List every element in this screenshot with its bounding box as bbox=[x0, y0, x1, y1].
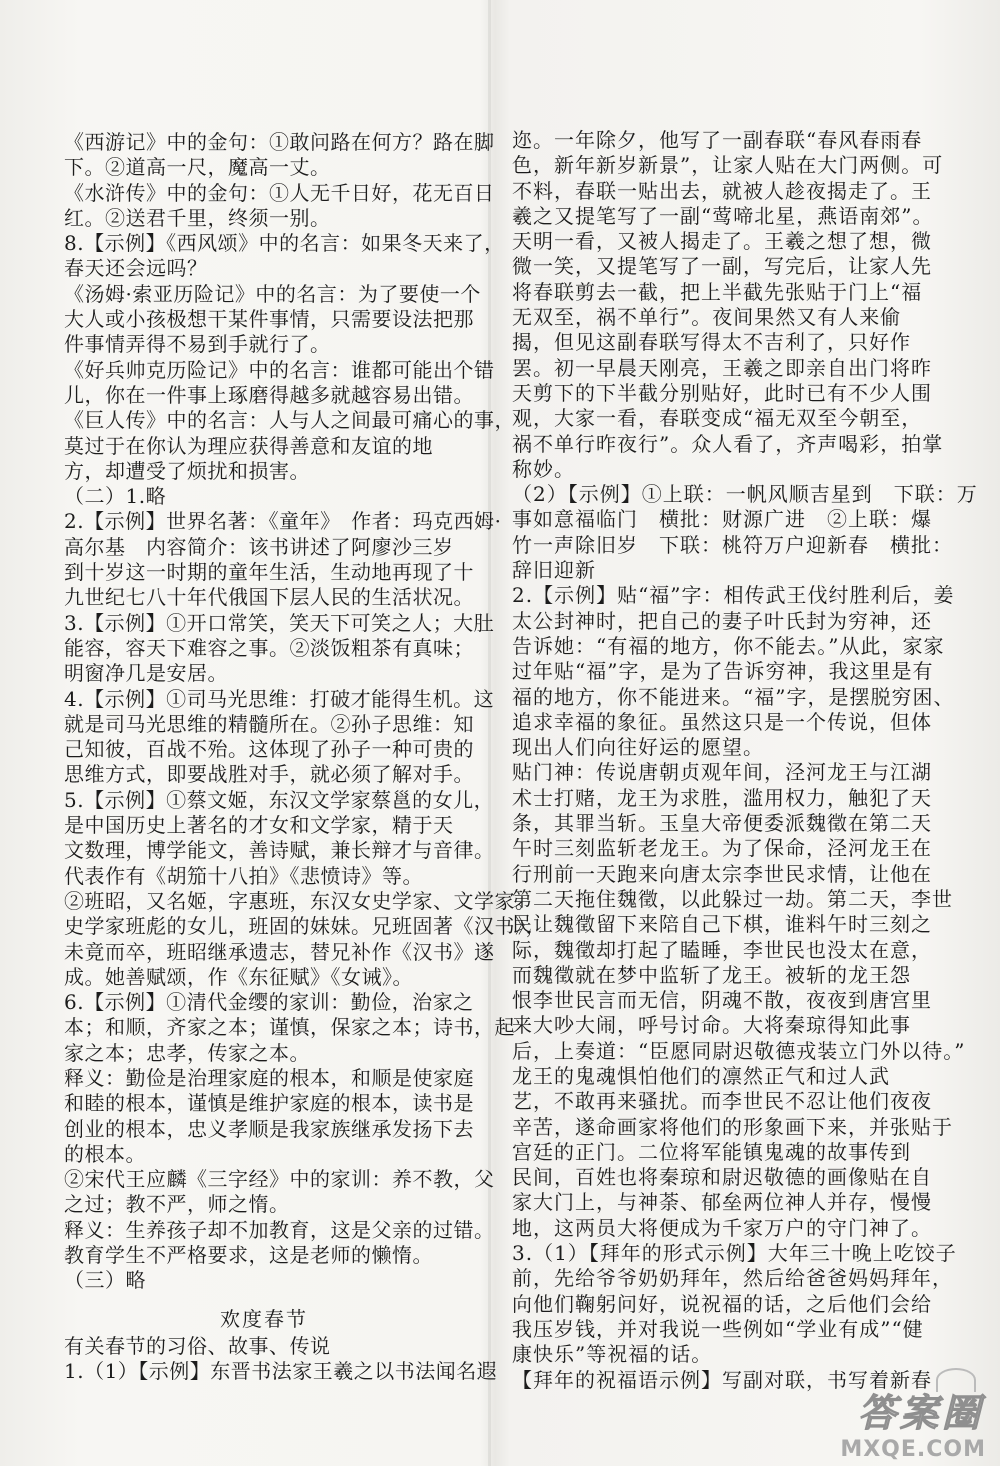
text-line: 释义：生养孩子却不加教育，这是父亲的过错。 bbox=[64, 1217, 495, 1242]
text-line: 未竟而卒，班昭继承遗志，替兄补作《汉书》遂 bbox=[64, 939, 495, 964]
text-line: 行刑前一天跑来向唐太宗李世民求情，让他在 bbox=[512, 861, 932, 886]
text-line: 有关春节的习俗、故事、传说 bbox=[64, 1333, 331, 1358]
watermark-bottom-text: MXQE.COM bbox=[840, 1437, 986, 1462]
text-line: 的根本。 bbox=[64, 1141, 146, 1166]
text-line: 《水浒传》中的金句：①人无千日好，花无百日 bbox=[64, 180, 495, 205]
text-line: 下。②道高一尺，魔高一丈。 bbox=[64, 155, 331, 180]
text-line: （三）略 bbox=[64, 1268, 146, 1293]
text-line: （二）1.略 bbox=[64, 484, 167, 509]
text-line: 思维方式，即要战胜对手，就必须了解对手。 bbox=[64, 762, 474, 787]
text-line: 文数理，博学能文，善诗赋，兼长辩才与音律。 bbox=[64, 838, 495, 863]
text-line: 到十岁这一时期的童年生活，生动地再现了十 bbox=[64, 560, 474, 585]
text-line: 罢。初一早晨天刚亮，王羲之即亲自出门将昨 bbox=[512, 355, 932, 380]
text-line: 前，先给爷爷奶奶拜年，然后给爸爸妈妈拜年， bbox=[512, 1266, 953, 1291]
text-line: 教育学生不严格要求，这是老师的懒惰。 bbox=[64, 1243, 433, 1268]
text-line: 后，上奏道：“臣愿同尉迟敬德戎装立门外以待。” bbox=[512, 1038, 966, 1063]
watermark-logo bbox=[822, 1382, 992, 1462]
text-line: 高尔基 内容简介：该书讲述了阿廖沙三岁 bbox=[64, 534, 454, 559]
text-line: 大人或小孩极想干某件事情，只需要设法把那 bbox=[64, 307, 474, 332]
text-line: 迩。一年除夕，他写了一副春联“春风春雨春 bbox=[512, 128, 923, 152]
text-line: 竹一声除旧岁 下联：桃符万户迎新春 横批： bbox=[512, 532, 953, 557]
text-line: 代表作有《胡笳十八拍》《悲愤诗》等。 bbox=[64, 863, 423, 888]
text-line: 家大门上，与神荼、郁垒两位神人并存，慢慢 bbox=[512, 1190, 932, 1215]
section-title: 欢度春节 bbox=[220, 1306, 308, 1331]
text-line: 天明一看，又被人揭走了。王羲之想了想，微 bbox=[512, 229, 932, 254]
text-line: 辛苦，遂命画家将他们的形象画下来，并张贴于 bbox=[512, 1114, 953, 1139]
text-line: 来大吵大闹，呼号讨命。大将秦琼得知此事 bbox=[512, 1013, 911, 1038]
text-line: 《西游记》中的金句：①敢问路在何方？路在脚 bbox=[64, 130, 495, 154]
text-line: 4.【示例】①司马光思维：打破才能得生机。这 bbox=[64, 686, 495, 711]
text-line: 术士打赌，龙王为求胜，滥用权力，触犯了天 bbox=[512, 785, 932, 810]
text-line: 揭，但见这副春联写得太不吉利了，只好作 bbox=[512, 330, 911, 355]
text-line: 6.【示例】①清代金缨的家训：勤俭，治家之 bbox=[64, 990, 474, 1015]
text-line: 能容，容天下难容之事。②淡饭粗茶有真味； bbox=[64, 635, 474, 660]
text-line: 本；和顺，齐家之本；谨慎，保家之本；诗书，起 bbox=[64, 1015, 515, 1040]
text-line: 释义：勤俭是治理家庭的根本，和顺是使家庭 bbox=[64, 1065, 474, 1090]
text-line: 2.【示例】世界名著：《童年》 作者：玛克西姆· bbox=[64, 509, 502, 534]
text-line: 无双至，祸不单行”。夜间果然又有人来偷 bbox=[512, 305, 902, 330]
text-line: 是中国历史上著名的才女和文学家，精于天 bbox=[64, 813, 454, 838]
text-line: 明窗净几是安居。 bbox=[64, 661, 228, 686]
text-line: 际，魏徵却打起了瞌睡，李世民也没太在意， bbox=[512, 937, 932, 962]
text-line: 件事情弄得不易到手就行了。 bbox=[64, 332, 331, 357]
text-line: 恨李世民言而无信，阴魂不散，夜夜到唐宫里 bbox=[512, 988, 932, 1013]
text-line: 福的地方，你不能进来。“福”字，是摆脱穷困、 bbox=[512, 684, 955, 709]
text-line: 九世纪七八十年代俄国下层人民的生活状况。 bbox=[64, 585, 474, 610]
text-line: 民让魏徵留下来陪自己下棋，谁料午时三刻之 bbox=[512, 912, 932, 937]
text-line: 2.【示例】贴“福”字：相传武王伐纣胜利后，姜 bbox=[512, 583, 955, 608]
text-line: 《汤姆·索亚历险记》中的名言：为了要使一个 bbox=[64, 281, 481, 306]
text-line: ②宋代王应麟《三字经》中的家训：养不教，父 bbox=[64, 1167, 495, 1192]
text-line: 将春联剪去一截，把上半截先张贴于门上“福 bbox=[512, 279, 923, 304]
text-line: 康快乐”等祝福的话。 bbox=[512, 1342, 713, 1367]
text-line: 辞旧迎新 bbox=[512, 558, 596, 583]
text-line: 地，这两员大将便成为千家万户的守门神了。 bbox=[512, 1215, 932, 1240]
text-line: 羲之又提笔写了一副“莺啼北星，燕语南郊”。 bbox=[512, 203, 934, 228]
text-line: ②班昭，又名姬，字惠班，东汉女史学家、文学家。 bbox=[64, 888, 536, 913]
text-line: 我压岁钱，并对我说一些例如“学业有成”“健 bbox=[512, 1316, 924, 1341]
text-line: 向他们鞠躬问好，说祝福的话，之后他们会给 bbox=[512, 1291, 932, 1316]
text-line: 民间，百姓也将秦琼和尉迟敬德的画像贴在自 bbox=[512, 1165, 932, 1190]
text-line: 追求幸福的象征。虽然这只是一个传说，但体 bbox=[512, 709, 932, 734]
text-line: 宫廷的正门。二位将军能镇鬼魂的故事传到 bbox=[512, 1139, 911, 1164]
text-line: 龙王的鬼魂惧怕他们的凛然正气和过人武 bbox=[512, 1063, 890, 1088]
text-line: 5.【示例】①蔡文姬，东汉文学家蔡邕的女儿， bbox=[64, 787, 495, 812]
text-line: 和睦的根本，谨慎是维护家庭的根本，读书是 bbox=[64, 1091, 474, 1116]
watermark-top-text: 答案圈 bbox=[857, 1391, 984, 1435]
page-fold bbox=[488, 0, 491, 1466]
text-line: 就是司马光思维的精髓所在。②孙子思维：知 bbox=[64, 711, 474, 736]
text-line: 红。②送君千里，终须一别。 bbox=[64, 205, 331, 230]
text-line: 不料，春联一贴出去，就被人趁夜揭走了。王 bbox=[512, 178, 932, 203]
text-line: 第二天拖住魏徵，以此躲过一劫。第二天，李世 bbox=[512, 886, 953, 911]
text-line: 3.（1）【拜年的形式示例】大年三十晚上吃饺子 bbox=[512, 1241, 957, 1266]
text-line: 8.【示例】《西风颂》中的名言：如果冬天来了， bbox=[64, 231, 505, 256]
text-line: 家之本；忠孝，传家之本。 bbox=[64, 1040, 310, 1065]
text-line: 而魏徵就在梦中监斩了龙王。被斩的龙王怨 bbox=[512, 962, 911, 987]
text-line: 称妙。 bbox=[512, 456, 575, 481]
text-line: 微一笑，又提笔写了一副，写完后，让家人先 bbox=[512, 254, 932, 279]
text-line: 太公封神时，把自己的妻子叶氏封为穷神，还 bbox=[512, 608, 932, 633]
text-line: 春天还会远吗？ bbox=[64, 256, 208, 281]
text-line: 事如意福临门 横批：财源广进 ②上联：爆 bbox=[512, 507, 932, 532]
text-line: 现出人们向往好运的愿望。 bbox=[512, 735, 764, 760]
text-line: 观，大家一看，春联变成“福无双至今朝至， bbox=[512, 406, 923, 431]
text-line: 天剪下的下半截分别贴好，此时已有不少人围 bbox=[512, 380, 932, 405]
text-line: 条，其罪当斩。玉皇大帝便委派魏徵在第二天 bbox=[512, 811, 932, 836]
text-line: 之过；教不严，师之惰。 bbox=[64, 1192, 290, 1217]
text-line: 【拜年的祝福语示例】写副对联，书写着新春 bbox=[512, 1367, 932, 1392]
text-line: 《好兵帅克历险记》中的名言：谁都可能出个错 bbox=[64, 357, 495, 382]
text-line: 1.（1）【示例】东晋书法家王羲之以书法闻名遐 bbox=[64, 1358, 498, 1383]
text-line: 成。她善赋颂，作《东征赋》《女诫》。 bbox=[64, 964, 413, 989]
text-line: 告诉她：“有福的地方，你不能去。”从此，家家 bbox=[512, 633, 945, 658]
text-line: 过年贴“福”字，是为了告诉穷神，我这里是有 bbox=[512, 659, 934, 684]
text-line: 己知彼，百战不殆。这体现了孙子一种可贵的 bbox=[64, 737, 474, 762]
text-line: 史学家班彪的女儿，班固的妹妹。兄班固著《汉书》， bbox=[64, 914, 546, 939]
text-line: 3.【示例】①开口常笑，笑天下可笑之人；大肚 bbox=[64, 610, 495, 635]
text-line: 午时三刻监斩老龙王。为了保命，泾河龙王在 bbox=[512, 836, 932, 861]
text-line: 色，新年新岁新景”，让家人贴在大门两侧。可 bbox=[512, 153, 944, 178]
text-line: 艺，不敢再来骚扰。而李世民不忍让他们夜夜 bbox=[512, 1089, 932, 1114]
right-column bbox=[512, 128, 978, 1393]
text-line: 《巨人传》中的名言：人与人之间最可痛心的事， bbox=[64, 408, 515, 433]
text-line: 创业的根本，忠义孝顺是我家族继承发扬下去 bbox=[64, 1116, 474, 1141]
text-line: 儿，你在一件事上琢磨得越多就越容易出错。 bbox=[64, 382, 474, 407]
text-line: 莫过于在你认为理应获得善意和友谊的地 bbox=[64, 433, 433, 458]
text-line: （2）【示例】①上联：一帆风顺吉星到 下联：万 bbox=[512, 482, 978, 507]
text-line: 祸不单行昨夜行”。众人看了，齐声喝彩，拍掌 bbox=[512, 431, 944, 456]
text-line: 方，却遭受了烦扰和损害。 bbox=[64, 458, 310, 483]
text-line: 贴门神：传说唐朝贞观年间，泾河龙王与江湖 bbox=[512, 760, 932, 785]
